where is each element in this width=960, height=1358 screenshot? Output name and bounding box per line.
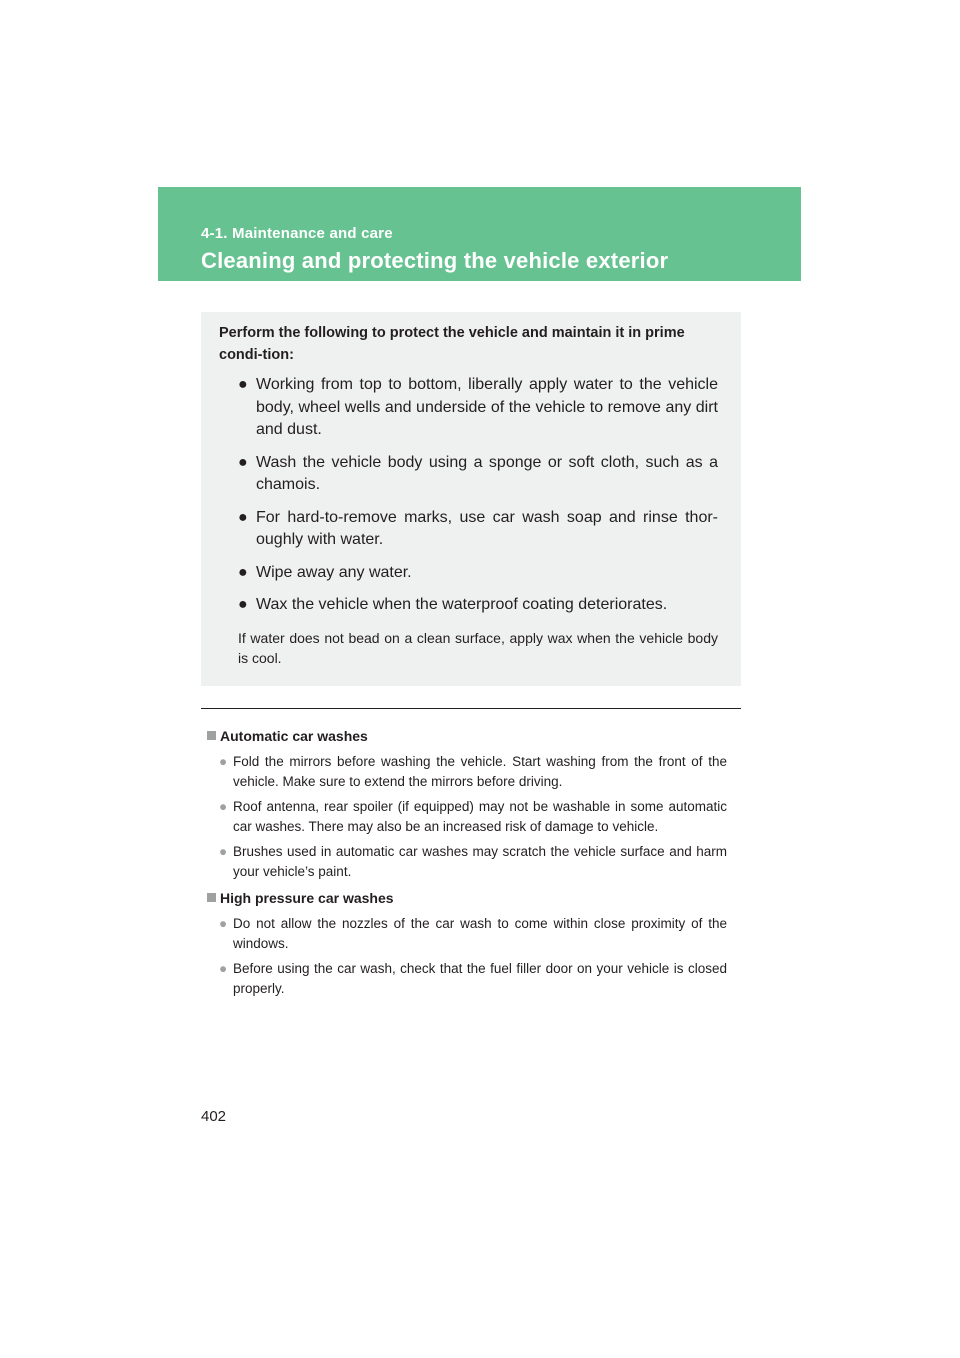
list-item: ● Brushes used in automatic car washes may scratch the vehicle surface and harm your vehicle’s paint. <box>219 844 727 879</box>
list-item: ● Do not allow the nozzles of the car wash to come within close proximity of the windows. <box>219 916 727 951</box>
bullet-icon: ● <box>219 844 228 859</box>
list-item: ● Fold the mirrors before washing the vehicle. Start washing from the front of the vehicle. Make sure to extend the mirrors before driving. <box>219 754 727 789</box>
bullet-icon: ● <box>219 916 228 931</box>
bullet-icon: ● <box>238 596 248 613</box>
procedure-item: ● Wipe away any water. <box>238 562 718 585</box>
high-pressure-car-washes-section <box>207 888 727 1004</box>
section-divider <box>201 708 741 709</box>
procedure-item: ● Working from top to bottom, liberally apply water to the vehicle body, wheel wells and underside of the vehicle to remove any dirt and dust. <box>238 376 718 438</box>
bullet-icon: ● <box>219 754 228 769</box>
square-bullet-icon <box>207 893 216 902</box>
bullet-icon: ● <box>238 563 248 581</box>
procedure-item: ● For hard-to-remove marks, use car wash soap and rinse thor-oughly with water. <box>238 508 718 548</box>
wax-note: If water does not bead on a clean surface, apply wax when the vehicle body is cool. <box>238 630 718 666</box>
bullet-icon: ● <box>219 961 228 976</box>
intro-box <box>201 312 741 686</box>
page-title: Cleaning and protecting the vehicle exterior <box>201 248 669 273</box>
page-number: 402 <box>201 1108 227 1125</box>
section-heading: High pressure car washes <box>207 888 727 908</box>
square-bullet-icon <box>207 731 216 740</box>
bullet-icon: ● <box>238 376 248 393</box>
section-label: 4-1. Maintenance and care <box>201 225 393 242</box>
automatic-car-washes-section <box>207 726 727 887</box>
procedure-list <box>238 374 718 627</box>
section-heading: Automatic car washes <box>207 726 727 746</box>
bullet-icon: ● <box>238 508 248 526</box>
bullet-icon: ● <box>219 799 228 814</box>
procedure-item: ● Wash the vehicle body using a sponge or soft cloth, such as a chamois. <box>238 453 718 493</box>
list-item: ● Roof antenna, rear spoiler (if equipped) may not be washable in some automatic car washes. There may also be an increased risk of damage to vehicle. <box>219 799 727 834</box>
intro-text: Perform the following to protect the vehicle and maintain it in prime condi-tion: <box>219 325 685 363</box>
chapter-header <box>158 187 801 281</box>
bullet-icon: ● <box>238 453 248 471</box>
list-item: ● Before using the car wash, check that the fuel filler door on your vehicle is closed properly. <box>219 961 727 996</box>
procedure-item: ● Wax the vehicle when the waterproof coating deteriorates. <box>238 594 718 617</box>
